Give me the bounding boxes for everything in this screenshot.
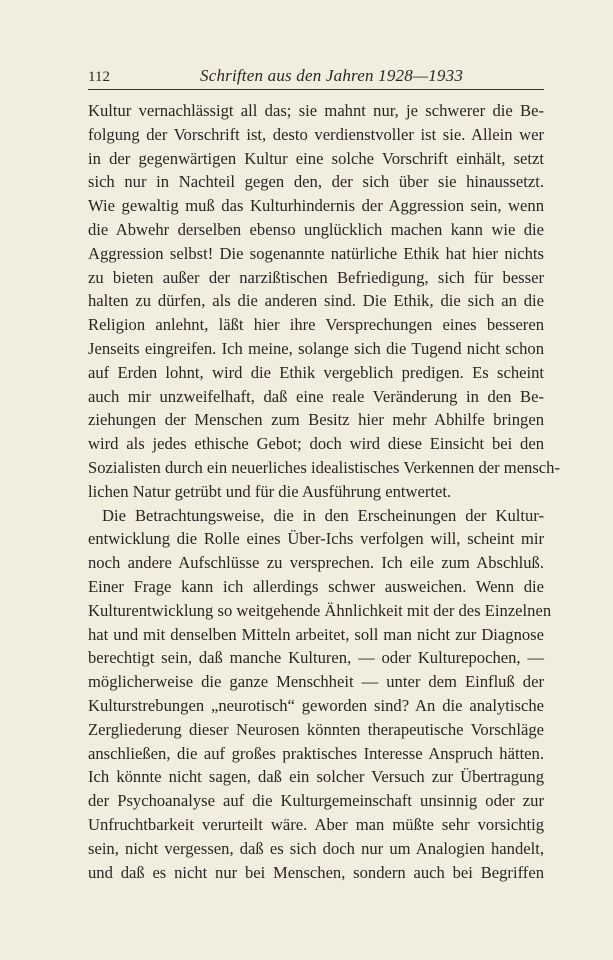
text-line: sein, nicht vergessen, daß es sich doch nur um Analogien handelt, (88, 838, 544, 858)
text-line: der Psychoanalyse auf die Kulturgemeinschaft unsinnig oder zur (88, 791, 544, 811)
text-line: Jenseits eingreifen. Ich meine, solange sich die Tugend nicht schon (88, 338, 544, 358)
text-line: die Abwehr derselben ebenso unglücklich machen kann wie die (88, 219, 544, 239)
text-line: anschließen, die auf großes praktisches Interesse Anspruch hätten. (88, 743, 544, 763)
text-line: berechtigt sein, daß manche Kulturen, — oder Kulturepochen, — (88, 648, 544, 668)
text-line: auf Erden lohnt, wird die Ethik vergeblich predigen. Es scheint (88, 362, 544, 382)
text-line: möglicherweise die ganze Menschheit — unter dem Einfluß der (88, 672, 544, 692)
text-line: Sozialisten durch ein neuerliches idealistisches Verkennen der mensch- (88, 457, 560, 477)
text-line: ziehungen der Menschen zum Besitz hier mehr Abhilfe bringen (88, 410, 544, 430)
text-line: Kulturstrebungen „neurotisch“ geworden sind? An die analytische (88, 695, 544, 715)
text-line: sich nur in Nachteil gegen den, der sich über sie hinaussetzt. (88, 172, 544, 192)
text-line: hat und mit denselben Mitteln arbeitet, soll man nicht zur Diagnose (88, 624, 544, 644)
running-head (88, 66, 544, 90)
paragraph-end-line: lichen Natur getrübt und für die Ausführung entwertet. (88, 481, 452, 501)
text-line: in der gegenwärtigen Kultur eine solche Vorschrift einhält, setzt (88, 148, 544, 168)
text-line: Aggression selbst! Die sogenannte natürliche Ethik hat hier nichts (88, 243, 544, 263)
text-line: entwicklung die Rolle eines Über-Ichs verfolgen will, scheint mir (88, 529, 544, 549)
text-line: Wie gewaltig muß das Kulturhindernis der Aggression sein, wenn (88, 196, 544, 216)
header-rule (88, 89, 544, 90)
text-line: Ich könnte nicht sagen, daß ein solcher Versuch zur Übertragung (88, 767, 544, 787)
text-line: Kulturentwicklung so weitgehende Ähnlichkeit mit der des Einzelnen (88, 600, 552, 620)
text-line: und daß es nicht nur bei Menschen, sondern auch bei Begriffen (88, 862, 544, 882)
text-line: Einer Frage kann ich allerdings schwer ausweichen. Wenn die (88, 576, 544, 596)
text-line: Unfruchtbarkeit verurteilt wäre. Aber man müßte sehr vorsichtig (88, 814, 544, 834)
text-line: Kultur vernachlässigt all das; sie mahnt nur, je schwerer die Be- (88, 101, 544, 120)
page-number: 112 (88, 69, 110, 85)
text-line: zu bieten außer der narzißtischen Befriedigung, sich für besser (88, 267, 544, 287)
running-head-title: Schriften aus den Jahren 1928—1933 (200, 66, 464, 85)
text-line: halten zu dürfen, als die anderen sind. Die Ethik, die sich an die (88, 291, 544, 311)
text-line: auch mir unzweifelhaft, daß eine reale Veränderung in den Be- (88, 386, 544, 406)
paragraph-start-line: Die Betrachtungsweise, die in den Erscheinungen der Kultur- (102, 505, 544, 525)
text-line: noch andere Aufschlüsse zu versprechen. Ich eile zum Abschluß. (88, 553, 544, 573)
text-line: Zergliederung dieser Neurosen könnten therapeutische Vorschläge (88, 719, 544, 739)
text-line: folgung der Vorschrift ist, desto verdienstvoller ist sie. Allein wer (88, 124, 544, 144)
text-line: Religion anlehnt, läßt hier ihre Versprechungen eines besseren (88, 315, 544, 335)
body-text (88, 99, 560, 884)
text-line: wird als jedes ethische Gebot; doch wird diese Einsicht bei den (88, 434, 544, 454)
